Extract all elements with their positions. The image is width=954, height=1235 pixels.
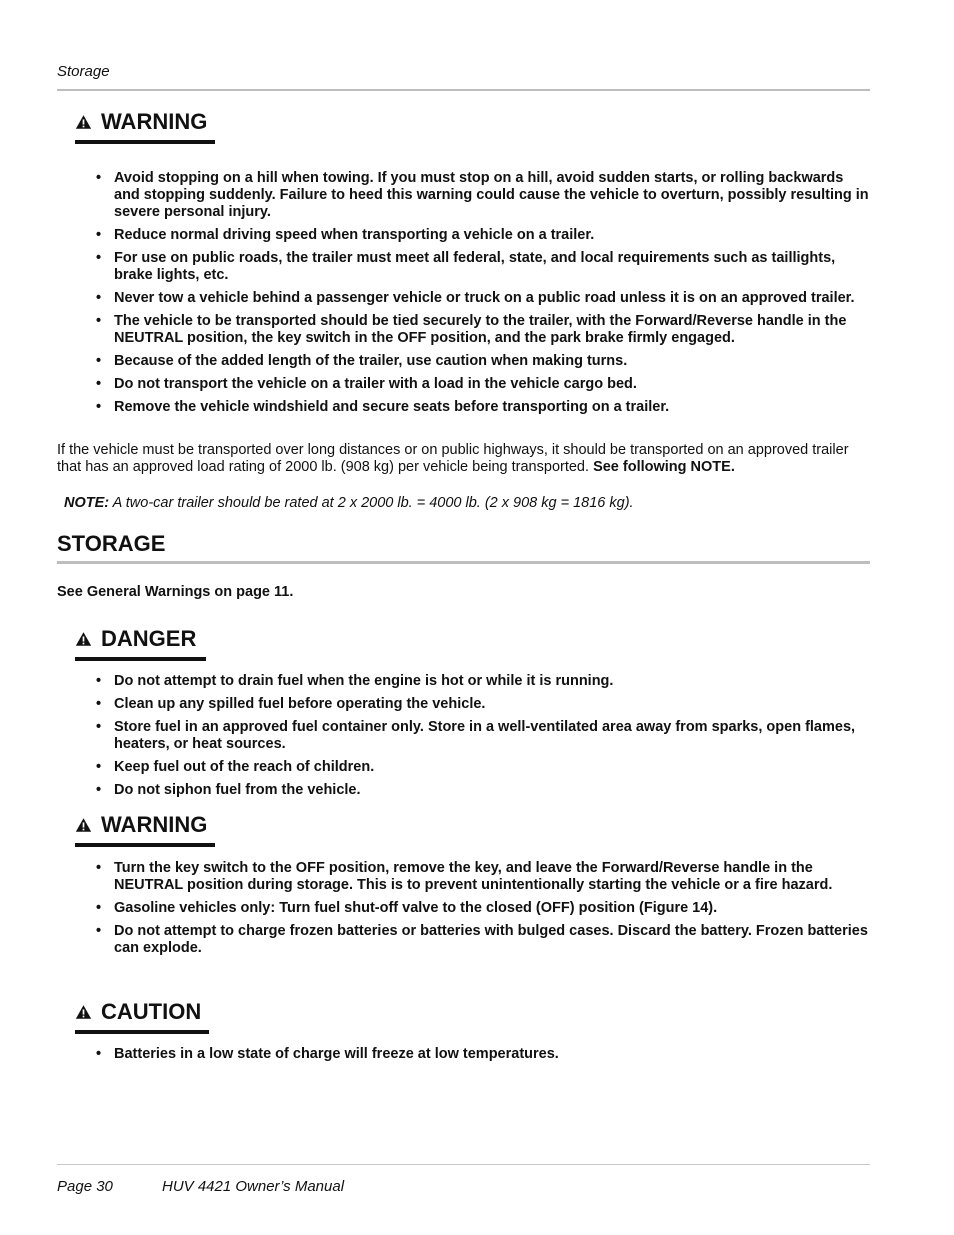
caution-underline (75, 1030, 209, 1034)
list-item: • For use on public roads, the trailer must meet all federal, state, and local requirements such as taillights, brake lights, etc. (96, 250, 872, 284)
list-item: • Batteries in a low state of charge will freeze at low temperatures. (96, 1046, 872, 1063)
warning-triangle-icon (75, 114, 92, 130)
warning-underline (75, 140, 215, 144)
danger-callout (75, 626, 206, 661)
warning-underline (75, 843, 215, 847)
danger-title: DANGER (101, 626, 197, 651)
caution-heading (75, 999, 209, 1025)
danger-heading (75, 626, 206, 652)
list-item: • Turn the key switch to the OFF position, remove the key, and leave the Forward/Reverse handle in the NEUTRAL position during storage. This is to prevent unintentionally starting the vehicle or a fire hazard. (96, 860, 872, 894)
list-item: • Because of the added length of the trailer, use caution when making turns. (96, 353, 872, 370)
list-item: • Do not transport the vehicle on a trailer with a load in the vehicle cargo bed. (96, 376, 872, 393)
warning-heading (75, 109, 215, 135)
warning-triangle-icon (75, 817, 92, 833)
note-label: NOTE: (64, 495, 110, 511)
section-rule (57, 561, 870, 564)
warning-list-2 (96, 860, 872, 963)
list-item: • Do not siphon fuel from the vehicle. (96, 782, 872, 799)
danger-underline (75, 657, 206, 661)
danger-list (96, 673, 872, 805)
list-item: • Avoid stopping on a hill when towing. If you must stop on a hill, avoid sudden starts, or rolling backwards and stopping suddenly. Failure to heed this warning could cause the vehicle to overturn, possibly resulting in severe personal injury. (96, 170, 872, 221)
list-item: • Keep fuel out of the reach of children. (96, 759, 872, 776)
footer-rule (57, 1164, 870, 1165)
transport-see-note: See following NOTE. (593, 459, 735, 475)
warning-triangle-icon (75, 631, 92, 647)
list-item: • The vehicle to be transported should be tied securely to the trailer, with the Forward/Reverse handle in the NEUTRAL position, the key switch in the OFF position, and the park brake firmly engaged. (96, 313, 872, 347)
list-item: • Store fuel in an approved fuel container only. Store in a well-ventilated area away from sparks, open flames, heaters, or heat sources. (96, 719, 872, 753)
warning-callout-2 (75, 812, 215, 847)
warning-list-1 (96, 170, 872, 422)
page-number: Page 30 (57, 1178, 113, 1195)
note (64, 495, 634, 511)
header-rule (57, 89, 870, 91)
caution-title: CAUTION (101, 999, 202, 1024)
list-item: • Clean up any spilled fuel before operating the vehicle. (96, 696, 872, 713)
list-item: • Do not attempt to drain fuel when the engine is hot or while it is running. (96, 673, 872, 690)
caution-callout (75, 999, 209, 1034)
list-item: • Do not attempt to charge frozen batteries or batteries with bulged cases. Discard the battery. Frozen batteries can explode. (96, 923, 872, 957)
section-title: STORAGE (57, 531, 166, 556)
list-item: • Reduce normal driving speed when transporting a vehicle on a trailer. (96, 227, 872, 244)
manual-title: HUV 4421 Owner’s Manual (162, 1178, 345, 1195)
caution-list (96, 1046, 872, 1069)
warning-heading (75, 812, 215, 838)
warning-triangle-icon (75, 1004, 92, 1020)
see-general-warnings: See General Warnings on page 11. (57, 584, 294, 600)
warning-callout-1 (75, 109, 215, 144)
note-text: A two-car trailer should be rated at 2 x 2000 lb. = 4000 lb. (2 x 908 kg = 1816 kg). (112, 495, 634, 511)
list-item: • Never tow a vehicle behind a passenger vehicle or truck on a public road unless it is on an approved trailer. (96, 290, 872, 307)
list-item: • Gasoline vehicles only: Turn fuel shut-off valve to the closed (OFF) position (Figure 14). (96, 900, 872, 917)
warning-title: WARNING (101, 109, 208, 134)
list-item: • Remove the vehicle windshield and secure seats before transporting on a trailer. (96, 399, 872, 416)
transport-paragraph (57, 442, 872, 476)
transport-text: If the vehicle must be transported over long distances or on public highways, it should be transported on an approved trailer that has an approved load rating of 2000 lb. (908 kg) per vehicle being transported. (57, 442, 849, 475)
running-header: Storage (57, 63, 110, 80)
warning-title: WARNING (101, 812, 208, 837)
